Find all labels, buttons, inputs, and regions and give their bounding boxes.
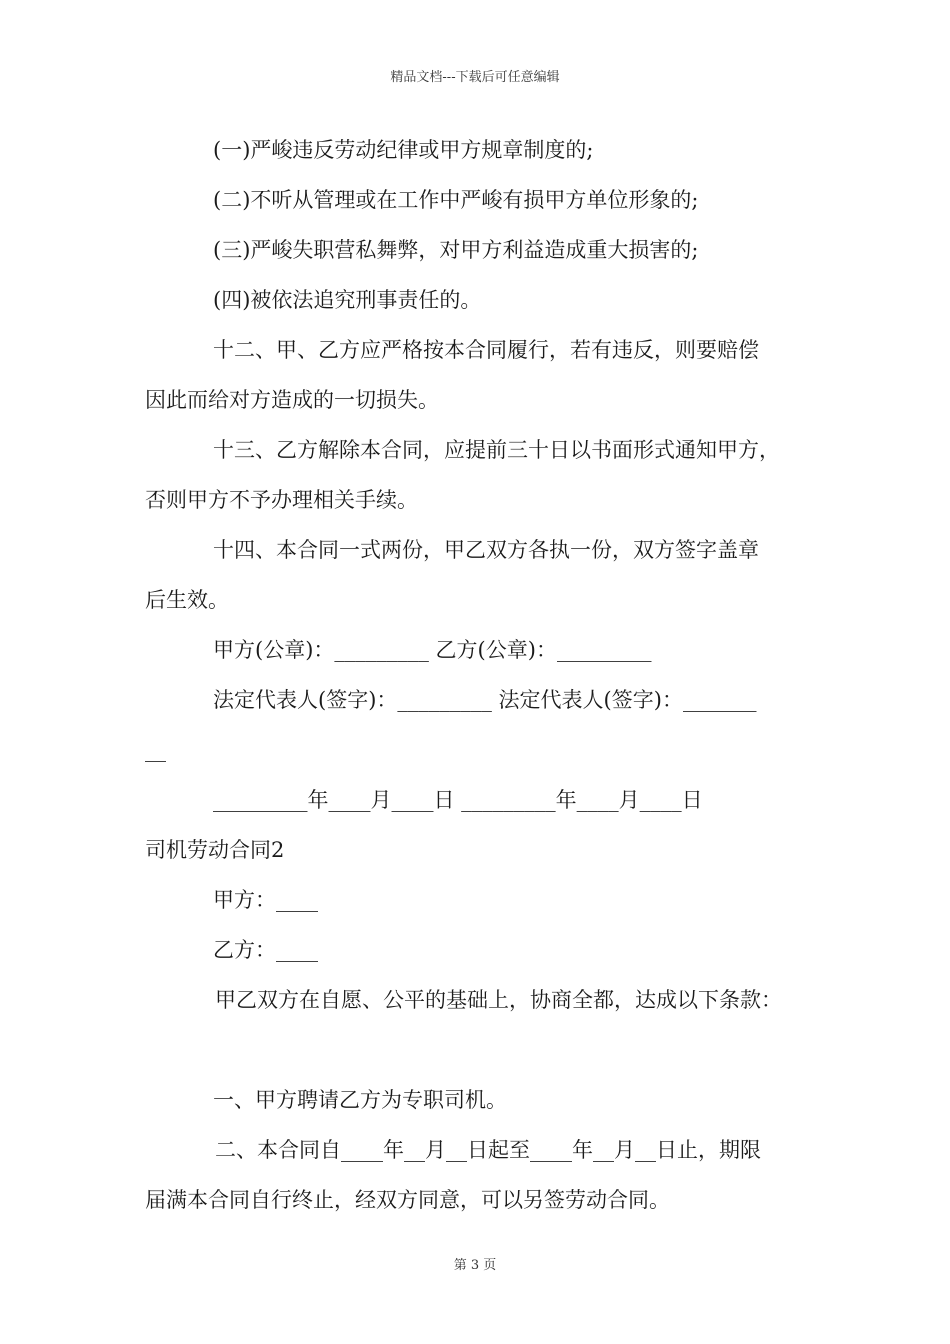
clause-line: 十四、本合同一式两份，甲乙双方各执一份，双方签字盖章 — [213, 538, 759, 562]
signature-line-continuation: __ — [145, 738, 166, 762]
clause-line: 后生效。 — [145, 588, 229, 612]
clause-line: 十二、甲、乙方应严格按本合同履行，若有违反，则要赔偿 — [213, 338, 759, 362]
party-b-line: 乙方：____ — [213, 938, 318, 962]
page-footer: 第 3 页 — [453, 1258, 497, 1273]
preamble-line: 甲乙双方在自愿、公平的基础上，协商全都，达成以下条款： — [215, 988, 782, 1012]
clause-line: 一、甲方聘请乙方为专职司机。 — [213, 1088, 507, 1112]
contract-title: 司机劳动合同2 — [145, 838, 285, 862]
clause-line: (三)严峻失职营私舞弊，对甲方利益造成重大损害的; — [213, 238, 699, 262]
clause-line: 因此而给对方造成的一切损失。 — [145, 388, 439, 412]
clause-line: 十三、乙方解除本合同，应提前三十日以书面形式通知甲方， — [213, 438, 780, 462]
signature-date-line: _________年____月____日 _________年____月____日 — [213, 788, 703, 812]
signature-line-seal: 甲方(公章)：_________ 乙方(公章)：_________ — [213, 638, 652, 662]
page-header: 精品文档---下载后可任意编辑 — [390, 70, 560, 85]
clause-line: (一)严峻违反劳动纪律或甲方规章制度的; — [213, 138, 594, 162]
signature-line-representative: 法定代表人(签字)：_________ 法定代表人(签字)：_______ — [213, 688, 757, 712]
clause-line: (四)被依法追究刑事责任的。 — [213, 288, 482, 312]
clause-line: 二、本合同自____年__月__日起至____年__月__日止，期限 — [215, 1138, 761, 1162]
clause-line: (二)不听从管理或在工作中严峻有损甲方单位形象的; — [213, 188, 699, 212]
party-a-line: 甲方：____ — [213, 888, 318, 912]
clause-line: 届满本合同自行终止，经双方同意，可以另签劳动合同。 — [145, 1188, 670, 1212]
clause-line: 否则甲方不予办理相关手续。 — [145, 488, 418, 512]
